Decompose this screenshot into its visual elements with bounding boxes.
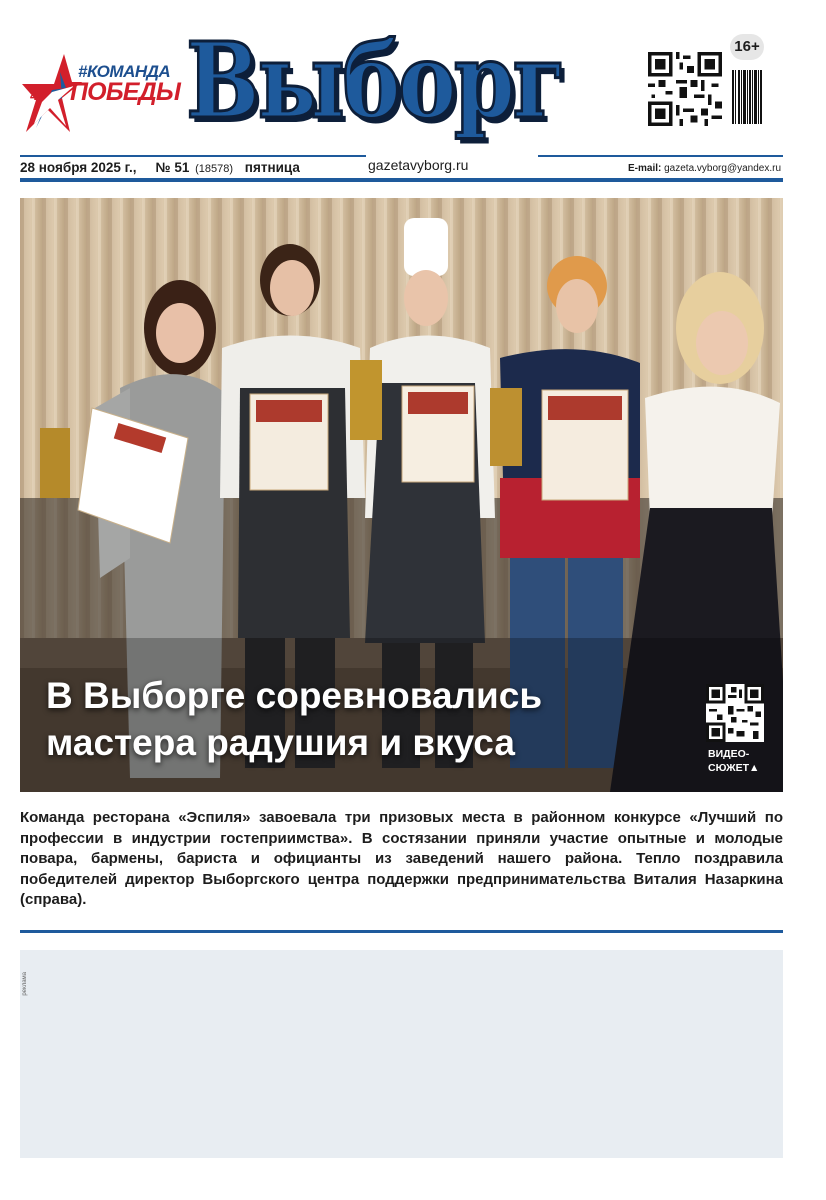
- age-rating-badge: 16+: [730, 34, 764, 60]
- header-underline: [20, 178, 783, 182]
- lead-paragraph: Команда ресторана «Эспиля» завоевала три призовых места в районном конкурсе «Лучший по профессии в индустрии гостеприимства». В состязании приняли участие опытные и молодые повара, бармены, бариста и официанты из заведений нашего района. Тепло поздравила победителей директор Выборгского центра поддержки предпринимательства Виталия Назаркина (справа).: [20, 809, 783, 908]
- headline-line-2: мастера радушия и вкуса: [46, 722, 515, 763]
- issue-weekday: пятница: [244, 160, 300, 175]
- issue-total: (18578): [195, 163, 234, 175]
- lead-rule: [20, 930, 783, 933]
- team-name: ПОБЕДЫ: [70, 78, 181, 106]
- team-number: 47: [30, 88, 45, 103]
- header-rule: [538, 155, 783, 157]
- cover-headline[interactable]: [46, 672, 542, 766]
- email-contact[interactable]: E-mail: gazeta.vyborg@yandex.ru: [628, 163, 782, 174]
- headline-line-1: В Выборге соревновались: [46, 675, 543, 716]
- qr-code-icon[interactable]: [648, 52, 722, 126]
- issue-date: 28 ноября 2025 г.,: [20, 160, 137, 175]
- header-rule: [20, 155, 366, 157]
- team-tag: #КОМАНДА: [78, 62, 171, 81]
- video-story-label[interactable]: ВИДЕО- СЮЖЕТ▲: [708, 748, 760, 774]
- website-link[interactable]: gazetavyborg.ru: [368, 157, 469, 173]
- advertisement-block[interactable]: [20, 950, 783, 1158]
- newspaper-title[interactable]: Выборг: [186, 19, 564, 142]
- ad-mark: реклама: [22, 972, 28, 996]
- issue-line: [20, 160, 302, 175]
- issue-number: № 51: [155, 160, 190, 175]
- qr-code-icon[interactable]: [706, 684, 764, 742]
- barcode-icon: [732, 70, 762, 124]
